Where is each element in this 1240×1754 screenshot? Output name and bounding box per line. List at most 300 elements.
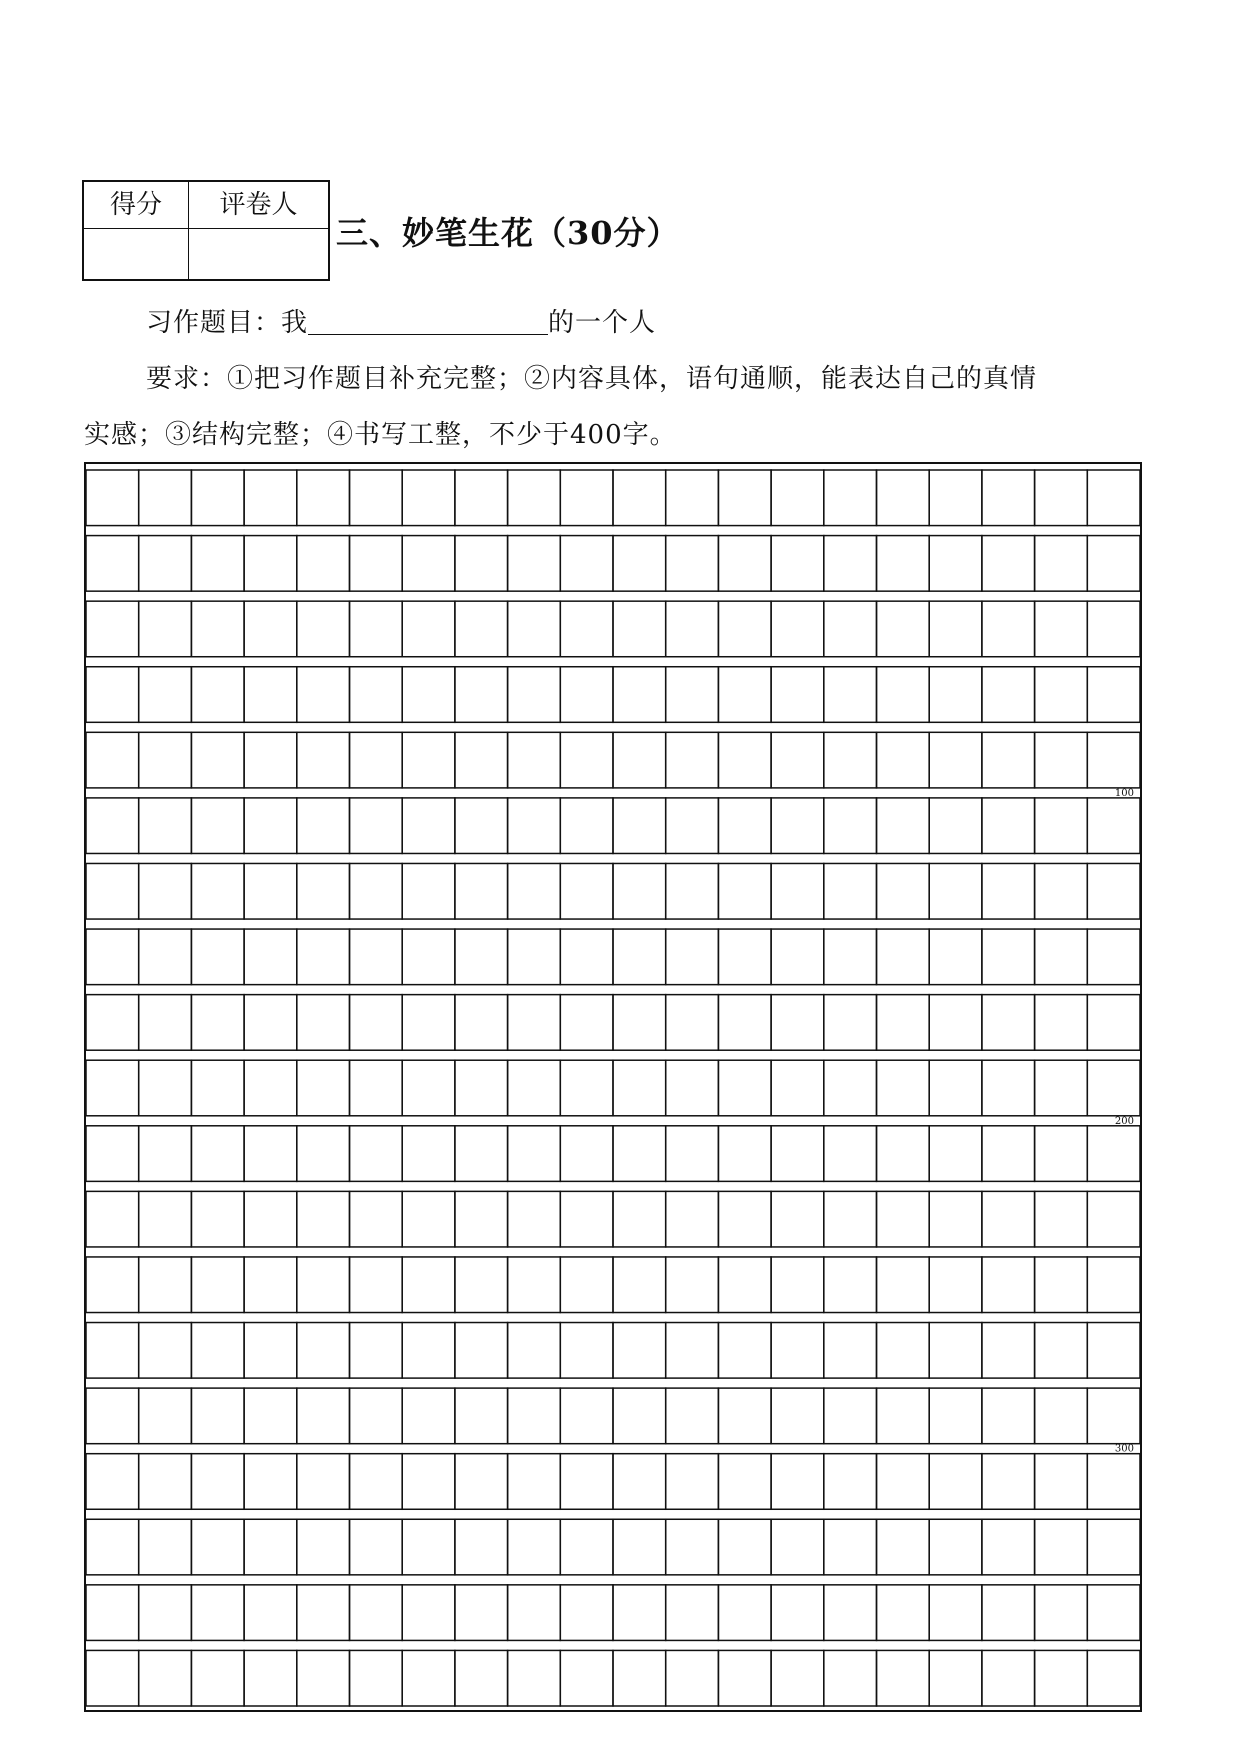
grid-cell[interactable] xyxy=(402,798,455,854)
grid-cell[interactable] xyxy=(244,929,297,985)
grid-cell[interactable] xyxy=(297,667,350,723)
grid-cell[interactable] xyxy=(191,1454,244,1510)
grid-cell[interactable] xyxy=(877,863,930,919)
grid-cell[interactable] xyxy=(297,1191,350,1247)
grid-cell[interactable] xyxy=(824,732,877,788)
grid-cell[interactable] xyxy=(350,1519,403,1575)
grid-cell[interactable] xyxy=(877,601,930,657)
grid-cell[interactable] xyxy=(824,1060,877,1116)
grid-cell[interactable] xyxy=(244,995,297,1051)
grid-cell[interactable] xyxy=(560,863,613,919)
grid-cell[interactable] xyxy=(297,601,350,657)
grid-cell[interactable] xyxy=(718,601,771,657)
grid-cell[interactable] xyxy=(402,995,455,1051)
grid-cell[interactable] xyxy=(666,536,719,592)
grid-cell[interactable] xyxy=(1087,667,1140,723)
grid-cell[interactable] xyxy=(560,1388,613,1444)
score-cell[interactable] xyxy=(83,229,189,281)
grid-cell[interactable] xyxy=(244,1650,297,1706)
grid-cell[interactable] xyxy=(718,536,771,592)
grid-cell[interactable] xyxy=(824,995,877,1051)
grid-cell[interactable] xyxy=(244,1126,297,1182)
grid-cell[interactable] xyxy=(297,798,350,854)
grid-cell[interactable] xyxy=(455,601,508,657)
grid-cell[interactable] xyxy=(508,1388,561,1444)
grid-cell[interactable] xyxy=(402,1257,455,1313)
grid-cell[interactable] xyxy=(244,470,297,526)
grid-cell[interactable] xyxy=(191,1323,244,1379)
grid-cell[interactable] xyxy=(929,1323,982,1379)
grid-cell[interactable] xyxy=(613,1585,666,1641)
grid-cell[interactable] xyxy=(1035,1388,1088,1444)
grid-cell[interactable] xyxy=(455,536,508,592)
grid-cell[interactable] xyxy=(877,798,930,854)
grid-cell[interactable] xyxy=(191,1191,244,1247)
grid-cell[interactable] xyxy=(613,1060,666,1116)
grid-cell[interactable] xyxy=(718,1126,771,1182)
grid-cell[interactable] xyxy=(402,1323,455,1379)
grid-cell[interactable] xyxy=(139,995,192,1051)
grid-cell[interactable] xyxy=(139,601,192,657)
grid-cell[interactable] xyxy=(402,536,455,592)
grid-cell[interactable] xyxy=(929,1257,982,1313)
grid-cell[interactable] xyxy=(191,1585,244,1641)
grid-cell[interactable] xyxy=(244,863,297,919)
grid-cell[interactable] xyxy=(1035,929,1088,985)
grid-cell[interactable] xyxy=(824,1257,877,1313)
grid-cell[interactable] xyxy=(402,1191,455,1247)
grid-cell[interactable] xyxy=(1035,667,1088,723)
grid-cell[interactable] xyxy=(402,1585,455,1641)
grid-cell[interactable] xyxy=(1035,798,1088,854)
grid-cell[interactable] xyxy=(244,536,297,592)
grid-cell[interactable] xyxy=(929,1585,982,1641)
grid-cell[interactable] xyxy=(350,1388,403,1444)
grid-cell[interactable] xyxy=(666,1126,719,1182)
grid-cell[interactable] xyxy=(86,470,139,526)
grid-cell[interactable] xyxy=(86,863,139,919)
grid-cell[interactable] xyxy=(666,1585,719,1641)
grid-cell[interactable] xyxy=(1087,1257,1140,1313)
grid-cell[interactable] xyxy=(771,929,824,985)
grid-cell[interactable] xyxy=(613,929,666,985)
grid-cell[interactable] xyxy=(1087,995,1140,1051)
grid-cell[interactable] xyxy=(191,1126,244,1182)
grid-cell[interactable] xyxy=(666,798,719,854)
grid-cell[interactable] xyxy=(1087,798,1140,854)
grid-cell[interactable] xyxy=(771,1388,824,1444)
grid-cell[interactable] xyxy=(718,863,771,919)
topic-blank[interactable] xyxy=(308,308,548,335)
grid-cell[interactable] xyxy=(1035,1191,1088,1247)
grid-cell[interactable] xyxy=(508,1191,561,1247)
grid-cell[interactable] xyxy=(402,732,455,788)
grid-cell[interactable] xyxy=(86,1060,139,1116)
grid-cell[interactable] xyxy=(560,1060,613,1116)
grid-cell[interactable] xyxy=(1035,995,1088,1051)
grid-cell[interactable] xyxy=(824,798,877,854)
grid-cell[interactable] xyxy=(455,1060,508,1116)
grid-cell[interactable] xyxy=(350,929,403,985)
grid-cell[interactable] xyxy=(139,732,192,788)
grid-cell[interactable] xyxy=(86,1650,139,1706)
grid-cell[interactable] xyxy=(771,667,824,723)
grid-cell[interactable] xyxy=(771,798,824,854)
grid-cell[interactable] xyxy=(350,1126,403,1182)
grid-cell[interactable] xyxy=(139,1257,192,1313)
grid-cell[interactable] xyxy=(297,995,350,1051)
grid-cell[interactable] xyxy=(1035,536,1088,592)
grid-cell[interactable] xyxy=(244,1257,297,1313)
writing-grid[interactable] xyxy=(84,462,1142,1712)
grid-cell[interactable] xyxy=(613,1323,666,1379)
grid-cell[interactable] xyxy=(508,470,561,526)
grader-cell[interactable] xyxy=(189,229,330,281)
grid-cell[interactable] xyxy=(771,1650,824,1706)
grid-cell[interactable] xyxy=(560,798,613,854)
grid-cell[interactable] xyxy=(350,1060,403,1116)
grid-cell[interactable] xyxy=(613,470,666,526)
grid-cell[interactable] xyxy=(402,667,455,723)
grid-cell[interactable] xyxy=(402,470,455,526)
grid-cell[interactable] xyxy=(1087,1585,1140,1641)
grid-cell[interactable] xyxy=(508,536,561,592)
grid-cell[interactable] xyxy=(139,1454,192,1510)
grid-cell[interactable] xyxy=(1035,1060,1088,1116)
grid-cell[interactable] xyxy=(1087,601,1140,657)
grid-cell[interactable] xyxy=(455,863,508,919)
grid-cell[interactable] xyxy=(1035,1323,1088,1379)
grid-cell[interactable] xyxy=(613,995,666,1051)
grid-cell[interactable] xyxy=(718,1454,771,1510)
grid-cell[interactable] xyxy=(982,1650,1035,1706)
grid-cell[interactable] xyxy=(297,1585,350,1641)
grid-cell[interactable] xyxy=(666,732,719,788)
grid-cell[interactable] xyxy=(1087,1323,1140,1379)
grid-cell[interactable] xyxy=(771,1519,824,1575)
grid-cell[interactable] xyxy=(297,1388,350,1444)
grid-cell[interactable] xyxy=(139,1650,192,1706)
grid-cell[interactable] xyxy=(929,863,982,919)
grid-cell[interactable] xyxy=(402,1060,455,1116)
grid-cell[interactable] xyxy=(824,536,877,592)
grid-cell[interactable] xyxy=(824,1519,877,1575)
grid-cell[interactable] xyxy=(350,1585,403,1641)
grid-cell[interactable] xyxy=(877,1454,930,1510)
grid-cell[interactable] xyxy=(350,863,403,919)
grid-cell[interactable] xyxy=(877,1323,930,1379)
grid-cell[interactable] xyxy=(824,1650,877,1706)
grid-cell[interactable] xyxy=(718,667,771,723)
grid-cell[interactable] xyxy=(560,732,613,788)
grid-cell[interactable] xyxy=(508,667,561,723)
grid-cell[interactable] xyxy=(982,732,1035,788)
grid-cell[interactable] xyxy=(613,1519,666,1575)
grid-cell[interactable] xyxy=(929,1126,982,1182)
grid-cell[interactable] xyxy=(350,732,403,788)
grid-cell[interactable] xyxy=(139,1388,192,1444)
grid-cell[interactable] xyxy=(560,536,613,592)
grid-cell[interactable] xyxy=(929,798,982,854)
grid-cell[interactable] xyxy=(666,667,719,723)
grid-cell[interactable] xyxy=(718,1585,771,1641)
grid-cell[interactable] xyxy=(1035,1585,1088,1641)
grid-cell[interactable] xyxy=(560,1257,613,1313)
grid-cell[interactable] xyxy=(297,470,350,526)
grid-cell[interactable] xyxy=(297,1454,350,1510)
grid-cell[interactable] xyxy=(191,929,244,985)
grid-cell[interactable] xyxy=(139,470,192,526)
grid-cell[interactable] xyxy=(86,929,139,985)
grid-cell[interactable] xyxy=(718,470,771,526)
grid-cell[interactable] xyxy=(824,1191,877,1247)
grid-cell[interactable] xyxy=(1087,1060,1140,1116)
grid-cell[interactable] xyxy=(560,995,613,1051)
grid-cell[interactable] xyxy=(402,1650,455,1706)
grid-cell[interactable] xyxy=(666,863,719,919)
grid-cell[interactable] xyxy=(613,732,666,788)
grid-cell[interactable] xyxy=(1035,732,1088,788)
grid-cell[interactable] xyxy=(86,1257,139,1313)
grid-cell[interactable] xyxy=(455,1257,508,1313)
grid-cell[interactable] xyxy=(1087,1454,1140,1510)
grid-cell[interactable] xyxy=(455,1519,508,1575)
grid-cell[interactable] xyxy=(1087,1519,1140,1575)
grid-cell[interactable] xyxy=(297,1323,350,1379)
grid-cell[interactable] xyxy=(929,470,982,526)
grid-cell[interactable] xyxy=(1087,863,1140,919)
grid-cell[interactable] xyxy=(191,601,244,657)
grid-cell[interactable] xyxy=(560,667,613,723)
grid-cell[interactable] xyxy=(402,601,455,657)
grid-cell[interactable] xyxy=(666,1454,719,1510)
grid-cell[interactable] xyxy=(982,1585,1035,1641)
grid-cell[interactable] xyxy=(508,1126,561,1182)
grid-cell[interactable] xyxy=(666,1191,719,1247)
grid-cell[interactable] xyxy=(560,1519,613,1575)
grid-cell[interactable] xyxy=(666,601,719,657)
grid-cell[interactable] xyxy=(244,667,297,723)
grid-cell[interactable] xyxy=(244,1060,297,1116)
grid-cell[interactable] xyxy=(455,1585,508,1641)
grid-cell[interactable] xyxy=(982,995,1035,1051)
grid-cell[interactable] xyxy=(1035,1650,1088,1706)
grid-cell[interactable] xyxy=(86,1191,139,1247)
grid-cell[interactable] xyxy=(139,1191,192,1247)
grid-cell[interactable] xyxy=(666,470,719,526)
grid-cell[interactable] xyxy=(86,1519,139,1575)
grid-cell[interactable] xyxy=(1087,1126,1140,1182)
grid-cell[interactable] xyxy=(666,1060,719,1116)
grid-cell[interactable] xyxy=(613,536,666,592)
grid-cell[interactable] xyxy=(191,732,244,788)
grid-cell[interactable] xyxy=(982,863,1035,919)
grid-cell[interactable] xyxy=(982,929,1035,985)
grid-cell[interactable] xyxy=(877,1191,930,1247)
grid-cell[interactable] xyxy=(613,1388,666,1444)
grid-cell[interactable] xyxy=(1035,1519,1088,1575)
grid-cell[interactable] xyxy=(666,929,719,985)
grid-cell[interactable] xyxy=(982,798,1035,854)
grid-cell[interactable] xyxy=(877,470,930,526)
grid-cell[interactable] xyxy=(982,470,1035,526)
grid-cell[interactable] xyxy=(191,1257,244,1313)
grid-cell[interactable] xyxy=(824,863,877,919)
grid-cell[interactable] xyxy=(244,1454,297,1510)
grid-cell[interactable] xyxy=(297,1519,350,1575)
grid-cell[interactable] xyxy=(982,1191,1035,1247)
grid-cell[interactable] xyxy=(666,1257,719,1313)
grid-cell[interactable] xyxy=(508,1519,561,1575)
grid-cell[interactable] xyxy=(350,1650,403,1706)
grid-cell[interactable] xyxy=(929,601,982,657)
grid-cell[interactable] xyxy=(877,1585,930,1641)
grid-cell[interactable] xyxy=(929,1519,982,1575)
grid-cell[interactable] xyxy=(613,1454,666,1510)
grid-cell[interactable] xyxy=(191,995,244,1051)
grid-cell[interactable] xyxy=(613,1191,666,1247)
grid-cell[interactable] xyxy=(877,1126,930,1182)
grid-cell[interactable] xyxy=(613,601,666,657)
grid-cell[interactable] xyxy=(929,1191,982,1247)
grid-cell[interactable] xyxy=(350,1257,403,1313)
grid-cell[interactable] xyxy=(297,732,350,788)
grid-cell[interactable] xyxy=(929,995,982,1051)
grid-cell[interactable] xyxy=(139,1323,192,1379)
grid-cell[interactable] xyxy=(718,1519,771,1575)
grid-cell[interactable] xyxy=(455,1191,508,1247)
grid-cell[interactable] xyxy=(244,1388,297,1444)
grid-cell[interactable] xyxy=(1087,1191,1140,1247)
grid-cell[interactable] xyxy=(982,1126,1035,1182)
grid-cell[interactable] xyxy=(666,1323,719,1379)
grid-cell[interactable] xyxy=(1087,1388,1140,1444)
grid-cell[interactable] xyxy=(455,1454,508,1510)
grid-cell[interactable] xyxy=(824,667,877,723)
grid-cell[interactable] xyxy=(508,601,561,657)
grid-cell[interactable] xyxy=(877,667,930,723)
grid-cell[interactable] xyxy=(244,601,297,657)
grid-cell[interactable] xyxy=(1087,1650,1140,1706)
grid-cell[interactable] xyxy=(824,1388,877,1444)
grid-cell[interactable] xyxy=(1087,929,1140,985)
grid-cell[interactable] xyxy=(718,732,771,788)
grid-cell[interactable] xyxy=(718,1257,771,1313)
grid-cell[interactable] xyxy=(771,863,824,919)
grid-cell[interactable] xyxy=(508,863,561,919)
grid-cell[interactable] xyxy=(824,1126,877,1182)
grid-cell[interactable] xyxy=(560,1126,613,1182)
grid-cell[interactable] xyxy=(86,1323,139,1379)
grid-cell[interactable] xyxy=(613,863,666,919)
grid-cell[interactable] xyxy=(718,798,771,854)
grid-cell[interactable] xyxy=(350,601,403,657)
grid-cell[interactable] xyxy=(508,1060,561,1116)
grid-cell[interactable] xyxy=(771,601,824,657)
grid-cell[interactable] xyxy=(824,1323,877,1379)
grid-cell[interactable] xyxy=(86,1388,139,1444)
grid-cell[interactable] xyxy=(929,1060,982,1116)
grid-cell[interactable] xyxy=(191,1060,244,1116)
grid-cell[interactable] xyxy=(771,1060,824,1116)
grid-cell[interactable] xyxy=(86,732,139,788)
grid-cell[interactable] xyxy=(982,1257,1035,1313)
grid-cell[interactable] xyxy=(139,929,192,985)
grid-cell[interactable] xyxy=(929,667,982,723)
grid-cell[interactable] xyxy=(86,1126,139,1182)
grid-cell[interactable] xyxy=(613,1650,666,1706)
grid-cell[interactable] xyxy=(877,1519,930,1575)
grid-cell[interactable] xyxy=(1087,536,1140,592)
grid-cell[interactable] xyxy=(560,601,613,657)
grid-cell[interactable] xyxy=(718,995,771,1051)
grid-cell[interactable] xyxy=(718,1323,771,1379)
grid-cell[interactable] xyxy=(350,995,403,1051)
grid-cell[interactable] xyxy=(771,536,824,592)
grid-cell[interactable] xyxy=(86,995,139,1051)
grid-cell[interactable] xyxy=(402,1519,455,1575)
grid-cell[interactable] xyxy=(297,536,350,592)
grid-cell[interactable] xyxy=(297,929,350,985)
grid-cell[interactable] xyxy=(877,929,930,985)
grid-cell[interactable] xyxy=(877,995,930,1051)
grid-cell[interactable] xyxy=(982,1060,1035,1116)
grid-cell[interactable] xyxy=(139,667,192,723)
grid-cell[interactable] xyxy=(718,1388,771,1444)
grid-cell[interactable] xyxy=(929,1388,982,1444)
grid-cell[interactable] xyxy=(718,1650,771,1706)
grid-cell[interactable] xyxy=(455,798,508,854)
grid-cell[interactable] xyxy=(350,1454,403,1510)
grid-cell[interactable] xyxy=(455,1323,508,1379)
grid-cell[interactable] xyxy=(982,1519,1035,1575)
grid-cell[interactable] xyxy=(982,1388,1035,1444)
grid-cell[interactable] xyxy=(244,798,297,854)
grid-cell[interactable] xyxy=(508,732,561,788)
grid-cell[interactable] xyxy=(666,1388,719,1444)
grid-cell[interactable] xyxy=(824,601,877,657)
grid-cell[interactable] xyxy=(191,1519,244,1575)
grid-cell[interactable] xyxy=(613,1257,666,1313)
grid-cell[interactable] xyxy=(402,1126,455,1182)
grid-cell[interactable] xyxy=(877,1060,930,1116)
grid-cell[interactable] xyxy=(402,1454,455,1510)
grid-cell[interactable] xyxy=(1035,1257,1088,1313)
grid-cell[interactable] xyxy=(824,1454,877,1510)
grid-cell[interactable] xyxy=(86,1454,139,1510)
grid-cell[interactable] xyxy=(297,863,350,919)
grid-cell[interactable] xyxy=(297,1126,350,1182)
grid-cell[interactable] xyxy=(508,1257,561,1313)
grid-cell[interactable] xyxy=(350,798,403,854)
grid-cell[interactable] xyxy=(297,1060,350,1116)
grid-cell[interactable] xyxy=(508,995,561,1051)
grid-cell[interactable] xyxy=(771,470,824,526)
grid-cell[interactable] xyxy=(508,1585,561,1641)
grid-cell[interactable] xyxy=(244,1323,297,1379)
grid-cell[interactable] xyxy=(877,1650,930,1706)
grid-cell[interactable] xyxy=(771,1126,824,1182)
grid-cell[interactable] xyxy=(824,1585,877,1641)
grid-cell[interactable] xyxy=(1087,470,1140,526)
grid-cell[interactable] xyxy=(508,1323,561,1379)
grid-cell[interactable] xyxy=(929,1454,982,1510)
grid-cell[interactable] xyxy=(508,798,561,854)
grid-cell[interactable] xyxy=(508,929,561,985)
grid-cell[interactable] xyxy=(666,1650,719,1706)
grid-cell[interactable] xyxy=(877,1257,930,1313)
grid-cell[interactable] xyxy=(771,1585,824,1641)
